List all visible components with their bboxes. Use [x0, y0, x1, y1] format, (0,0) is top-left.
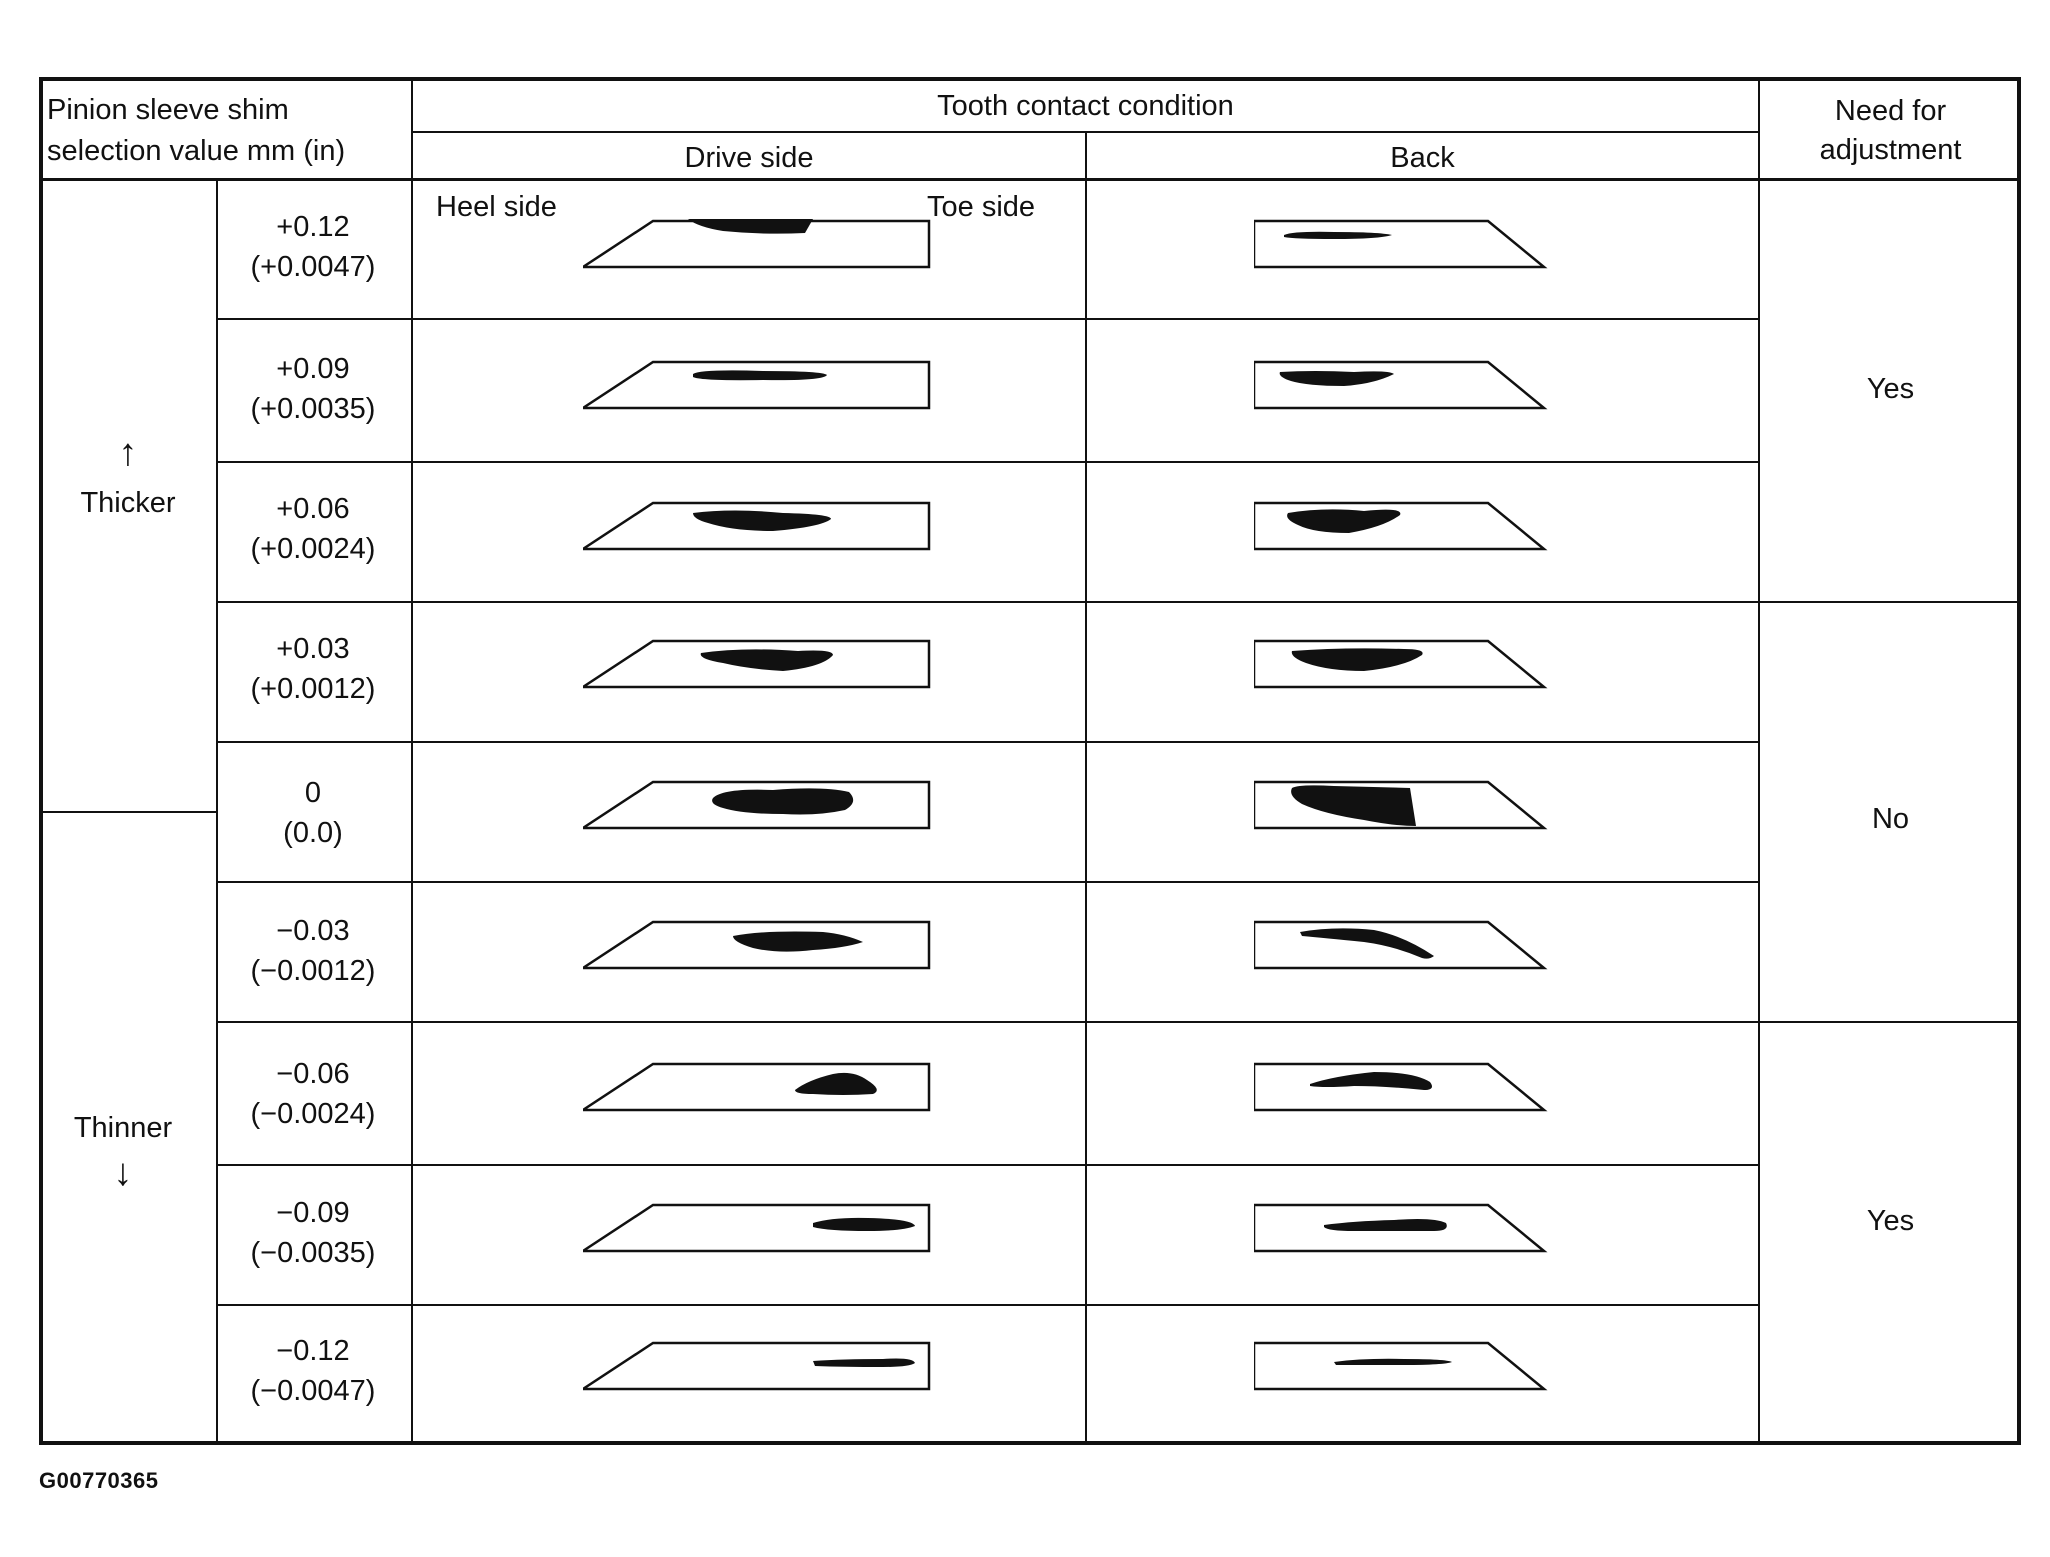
drive-side-contact-pattern-9 [583, 1331, 943, 1401]
shim-selection-table [39, 77, 2021, 1445]
drive-side-contact-pattern-7 [583, 1052, 943, 1122]
figure-code: G00770365 [39, 1468, 159, 1493]
drive-side-contact-pattern-6 [583, 910, 943, 980]
back-contact-pattern-6 [1254, 910, 1614, 980]
row-separator [216, 881, 1760, 883]
up-arrow: ↑ [118, 432, 138, 474]
direction-separator [43, 811, 218, 813]
row-separator [216, 1021, 2021, 1023]
back-contact-pattern-3 [1254, 491, 1614, 561]
back-contact-pattern-9 [1254, 1331, 1614, 1401]
shim-value-mm: −0.06 [276, 1058, 350, 1090]
adjustment-yes-thicker: Yes [1866, 373, 1915, 405]
shim-value-mm: +0.09 [276, 353, 350, 385]
back-contact-pattern-8 [1254, 1193, 1614, 1263]
shim-value-in: (+0.0012) [250, 673, 376, 705]
row-separator [216, 1304, 1760, 1306]
shim-value-mm: −0.03 [276, 915, 350, 947]
shim-value-in: (0.0) [283, 817, 343, 849]
drive-side-contact-pattern-5 [583, 770, 943, 840]
heel-side-label: Heel side [436, 191, 557, 223]
back-contact-pattern-7 [1254, 1052, 1614, 1122]
drive-side-header: Drive side [684, 142, 814, 174]
shim-value-in: (−0.0047) [250, 1375, 376, 1407]
column-line-drive-back [1085, 132, 1087, 1445]
shim-value-mm: 0 [304, 777, 322, 809]
shim-value-mm: −0.09 [276, 1197, 350, 1229]
shim-value-in: (+0.0024) [250, 533, 376, 565]
shim-value-mm: +0.03 [276, 633, 350, 665]
shim-value-in: (+0.0047) [250, 251, 376, 283]
shim-value-in: (−0.0035) [250, 1237, 376, 1269]
row-separator [216, 1164, 1760, 1166]
need-for-adjustment-line2: adjustment [1819, 134, 1962, 166]
header-bottom-line [43, 178, 2021, 181]
need-for-adjustment-line1: Need for [1834, 95, 1947, 127]
row-separator [216, 318, 1760, 320]
drive-side-contact-pattern-3 [583, 491, 943, 561]
row-separator [216, 741, 1760, 743]
shim-column-header-line1: Pinion sleeve shim [47, 94, 289, 126]
down-arrow: ↓ [113, 1152, 133, 1194]
shim-column-header-line2: selection value mm (in) [47, 135, 346, 167]
shim-value-mm: +0.06 [276, 493, 350, 525]
drive-side-contact-pattern-8 [583, 1193, 943, 1263]
toe-side-label: Toe side [927, 191, 1036, 223]
shim-value-mm: −0.12 [276, 1335, 350, 1367]
row-separator [216, 461, 1760, 463]
shim-value-mm: +0.12 [276, 211, 350, 243]
drive-side-contact-pattern-1 [583, 209, 943, 279]
thicker-label: Thicker [80, 487, 176, 519]
back-contact-pattern-1 [1254, 209, 1614, 279]
tooth-contact-condition-header: Tooth contact condition [937, 90, 1234, 122]
back-header: Back [1390, 142, 1455, 174]
drive-side-contact-pattern-4 [583, 629, 943, 699]
shim-value-in: (+0.0035) [250, 393, 376, 425]
back-contact-pattern-4 [1254, 629, 1614, 699]
column-line-value [411, 81, 413, 1445]
adjustment-no: No [1871, 803, 1910, 835]
back-contact-pattern-2 [1254, 350, 1614, 420]
back-contact-pattern-5 [1254, 770, 1614, 840]
drive-side-contact-pattern-2 [583, 350, 943, 420]
thinner-label: Thinner [73, 1112, 173, 1144]
adjustment-yes-thinner: Yes [1866, 1205, 1915, 1237]
shim-value-in: (−0.0012) [250, 955, 376, 987]
row-separator [216, 601, 2021, 603]
shim-value-in: (−0.0024) [250, 1098, 376, 1130]
